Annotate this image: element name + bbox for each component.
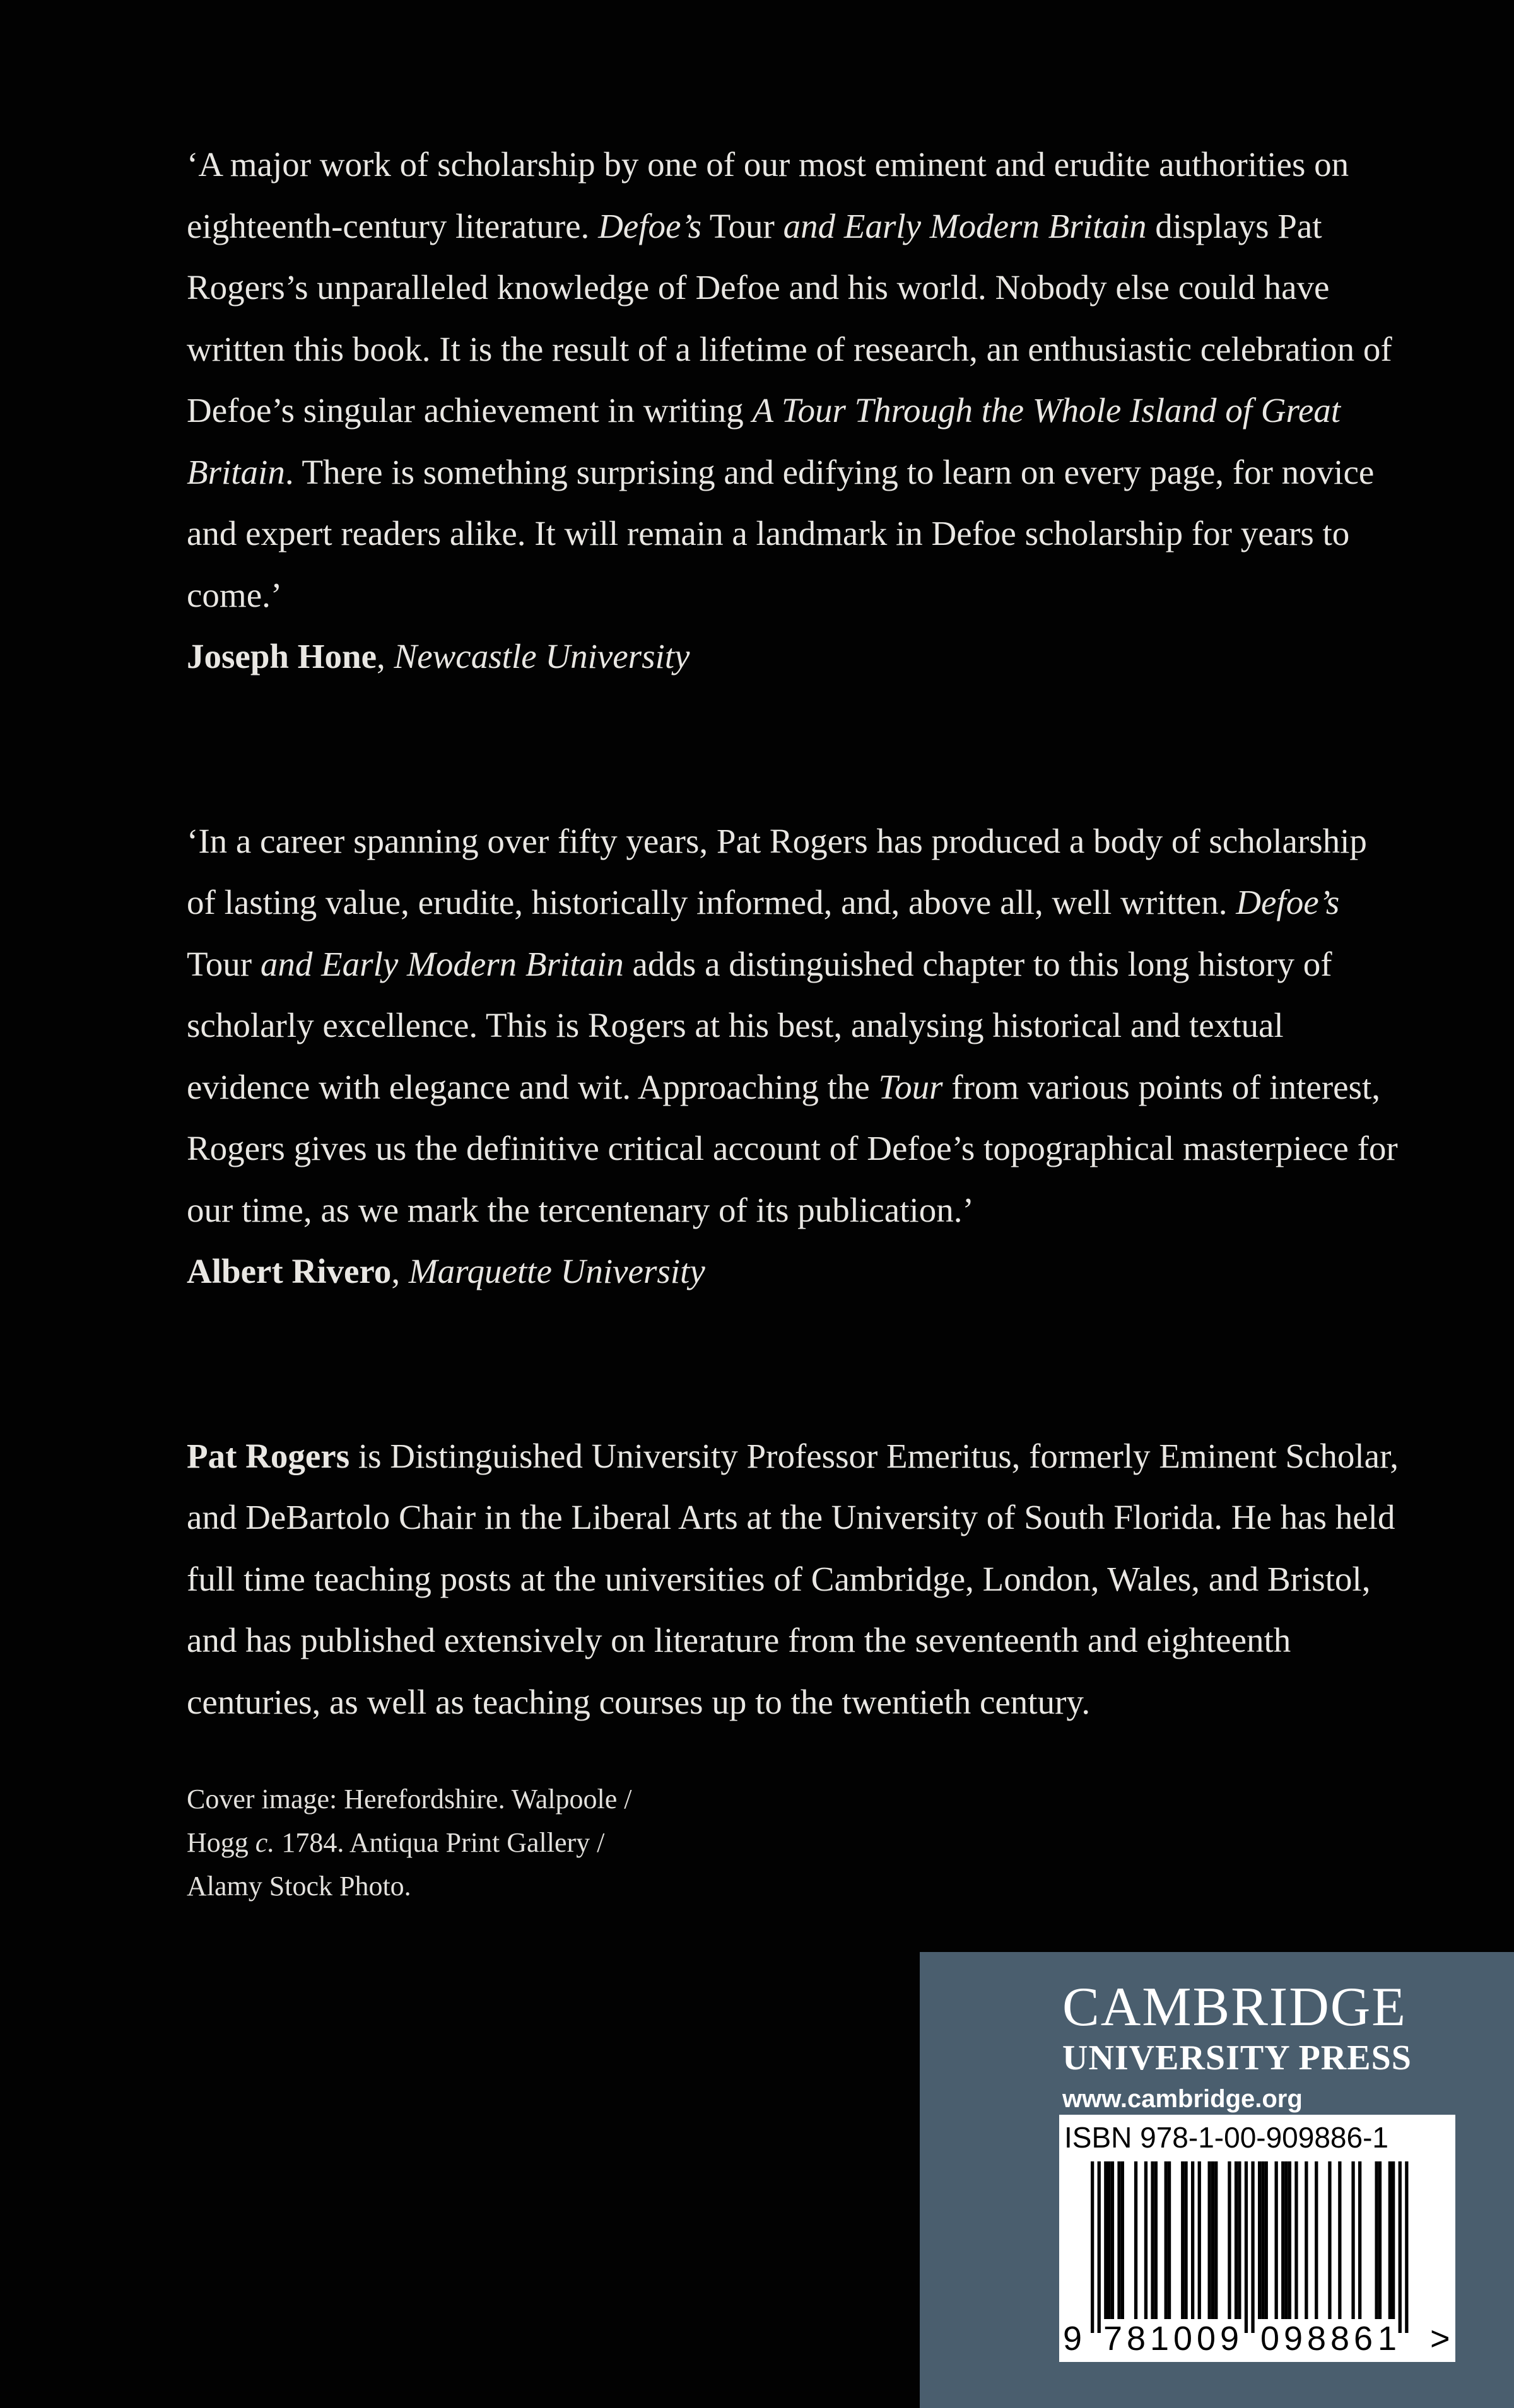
publisher-panel [920, 1952, 1514, 2408]
barcode-bar [1117, 2161, 1120, 2319]
barcode-digit: 0 [1260, 2320, 1280, 2358]
reviewer-affiliation: Newcastle University [394, 637, 690, 675]
barcode-bar [1315, 2161, 1318, 2319]
barcode-bar [1111, 2161, 1114, 2319]
isbn-barcode [1059, 2115, 1455, 2362]
barcode-bar [1214, 2161, 1218, 2319]
text-run: Cover image: Herefordshire. Walpoole / [187, 1784, 632, 1815]
barcode-bar [1181, 2161, 1184, 2319]
barcode-bar [1265, 2161, 1268, 2319]
review-attribution-1 [187, 626, 1404, 687]
author-bio [187, 1425, 1404, 1733]
barcode-bar [1134, 2161, 1137, 2319]
paragraph-gap [187, 1302, 1404, 1425]
barcode-bar [1165, 2161, 1168, 2319]
italic-text-run: A Tour Through the Whole Island of Great Britain [187, 391, 1341, 491]
barcode-bar [1375, 2161, 1378, 2319]
barcode-bar [1392, 2161, 1395, 2319]
barcode-digit: 0 [1197, 2320, 1216, 2358]
barcode-digit: 0 [1173, 2320, 1193, 2358]
barcode-bar [1399, 2161, 1402, 2333]
review-quote-1 [187, 134, 1404, 626]
reviewer-name: Joseph Hone [187, 637, 377, 675]
publisher-url: www.cambridge.org [1062, 2085, 1303, 2113]
barcode-digit: 6 [1354, 2320, 1373, 2358]
barcode-bar [1098, 2161, 1101, 2333]
isbn-label: ISBN 978-1-00-909886-1 [1064, 2121, 1388, 2154]
italic-text-run: and Early Modern Britain [783, 206, 1147, 245]
review-attribution-2 [187, 1241, 1404, 1302]
attribution-separator: , [377, 637, 394, 675]
barcode-bar [1238, 2161, 1241, 2319]
barcode-bar [1338, 2161, 1341, 2319]
text-run: 1784. Antiqua Print Gallery / [274, 1827, 605, 1858]
credit-line [187, 1777, 767, 1821]
barcode-bar [1144, 2161, 1147, 2319]
text-run: Alamy Stock Photo. [187, 1871, 411, 1902]
italic-text-run: and Early Modern Britain [260, 944, 624, 983]
barcode-digits [1059, 2319, 1455, 2358]
text-run: displays Pat Rogers’s unparalleled knowledge of Defoe and his world. Nobody else could have written this book. It is the result of a lifetime of research, an enthusiastic celebration of Defoe’s singular achievement in writing [187, 206, 1392, 430]
barcode-bar [1121, 2161, 1124, 2319]
italic-text-run: c. [255, 1827, 275, 1858]
barcode-bar [1104, 2161, 1107, 2319]
barcode-bar [1288, 2161, 1291, 2319]
barcode-digit: 8 [1330, 2320, 1350, 2358]
reviewer-affiliation: Marquette University [408, 1252, 705, 1290]
barcode-bar [1378, 2161, 1382, 2319]
quiet-zone-marker: > [1430, 2320, 1450, 2358]
publisher-name: CAMBRIDGE [1062, 1977, 1407, 2038]
barcode-digit: 8 [1307, 2320, 1327, 2358]
cover-image-credit [187, 1777, 767, 1908]
barcode-bar [1305, 2161, 1308, 2319]
text-run: ‘In a career spanning over fifty years, Pat Rogers has produced a body of scholarship of lasting value, erudite, historically informed, and, above all, well written. [187, 821, 1367, 921]
barcode-bar [1258, 2161, 1261, 2319]
italic-text-run: Tour [878, 1067, 943, 1106]
reviewer-name: Albert Rivero [187, 1252, 392, 1290]
barcode-bar [1184, 2161, 1187, 2319]
barcode-bar [1405, 2161, 1408, 2333]
barcode-bar [1351, 2161, 1354, 2319]
barcode-bar [1294, 2161, 1298, 2319]
barcode-digit: 9 [1220, 2320, 1240, 2358]
italic-text-run: Defoe’s [598, 206, 702, 245]
barcode-bar [1198, 2161, 1201, 2319]
barcode-digit: 7 [1103, 2320, 1123, 2358]
barcode-bar [1228, 2161, 1231, 2319]
barcode-bar [1191, 2161, 1194, 2319]
barcode-bar [1388, 2161, 1392, 2319]
barcode-digit: 9 [1063, 2320, 1083, 2358]
credit-line [187, 1864, 767, 1908]
barcode-bar [1211, 2161, 1214, 2319]
barcode-digit: 8 [1127, 2320, 1146, 2358]
publisher-subtitle: UNIVERSITY PRESS [1062, 2038, 1412, 2078]
text-run: . There is something surprising and edifying to learn on every page, for novice and expert readers alike. It will remain a landmark in Defoe scholarship for years to come.’ [187, 452, 1375, 614]
text-run: Hogg [187, 1827, 255, 1858]
paragraph-gap [187, 687, 1404, 810]
barcode-bar [1281, 2161, 1284, 2319]
barcode-bar [1091, 2161, 1094, 2333]
text-run: ‘A major work of scholarship by one of our most eminent and erudite authorities on eighteenth-century literature. [187, 145, 1349, 245]
barcode-digit: 1 [1378, 2320, 1397, 2358]
author-bio-text: is Distinguished University Professor Emeritus, formerly Eminent Scholar, and DeBartolo Chair in the Liberal Arts at the University of South Florida. He has held full time teaching posts at the universities of Cambridge, London, Wales, and Bristol, and has published extensively on literature from the seventeenth and eighteenth centuries, as well as teaching courses up to the twentieth century. [187, 1436, 1399, 1721]
barcode-bar [1261, 2161, 1264, 2319]
text-run: adds a distinguished chapter to this long history of scholarly excellence. This is Rogers at his best, analysing historical and textual evidence with elegance and wit. Approaching the [187, 944, 1332, 1106]
barcode-bar [1284, 2161, 1288, 2319]
barcode-bar [1168, 2161, 1171, 2319]
barcode-bar [1108, 2161, 1111, 2319]
barcode-bar [1154, 2161, 1158, 2319]
barcode-bar [1245, 2161, 1248, 2333]
barcode-digit: 1 [1150, 2320, 1170, 2358]
text-run: from various points of interest, Rogers gives us the definitive critical account of Defoe’s topographical masterpiece for our time, as we mark the tercentenary of its publication.’ [187, 1067, 1398, 1229]
barcode-digit: 9 [1284, 2320, 1303, 2358]
cover-text [187, 134, 1404, 1733]
credit-line [187, 1821, 767, 1864]
attribution-separator: , [391, 1252, 409, 1290]
italic-text-run: Defoe’s [1236, 883, 1340, 921]
text-run: Tour [187, 944, 261, 983]
barcode-bar [1151, 2161, 1154, 2319]
author-name: Pat Rogers [187, 1436, 350, 1475]
barcode-bar [1328, 2161, 1331, 2319]
review-quote-2 [187, 810, 1404, 1241]
barcode-bar [1275, 2161, 1278, 2319]
barcode-bar [1208, 2161, 1211, 2319]
barcode-bar [1251, 2161, 1254, 2333]
barcode-bar [1358, 2161, 1361, 2319]
text-run: Tour [701, 206, 783, 245]
barcode-bar [1235, 2161, 1238, 2319]
